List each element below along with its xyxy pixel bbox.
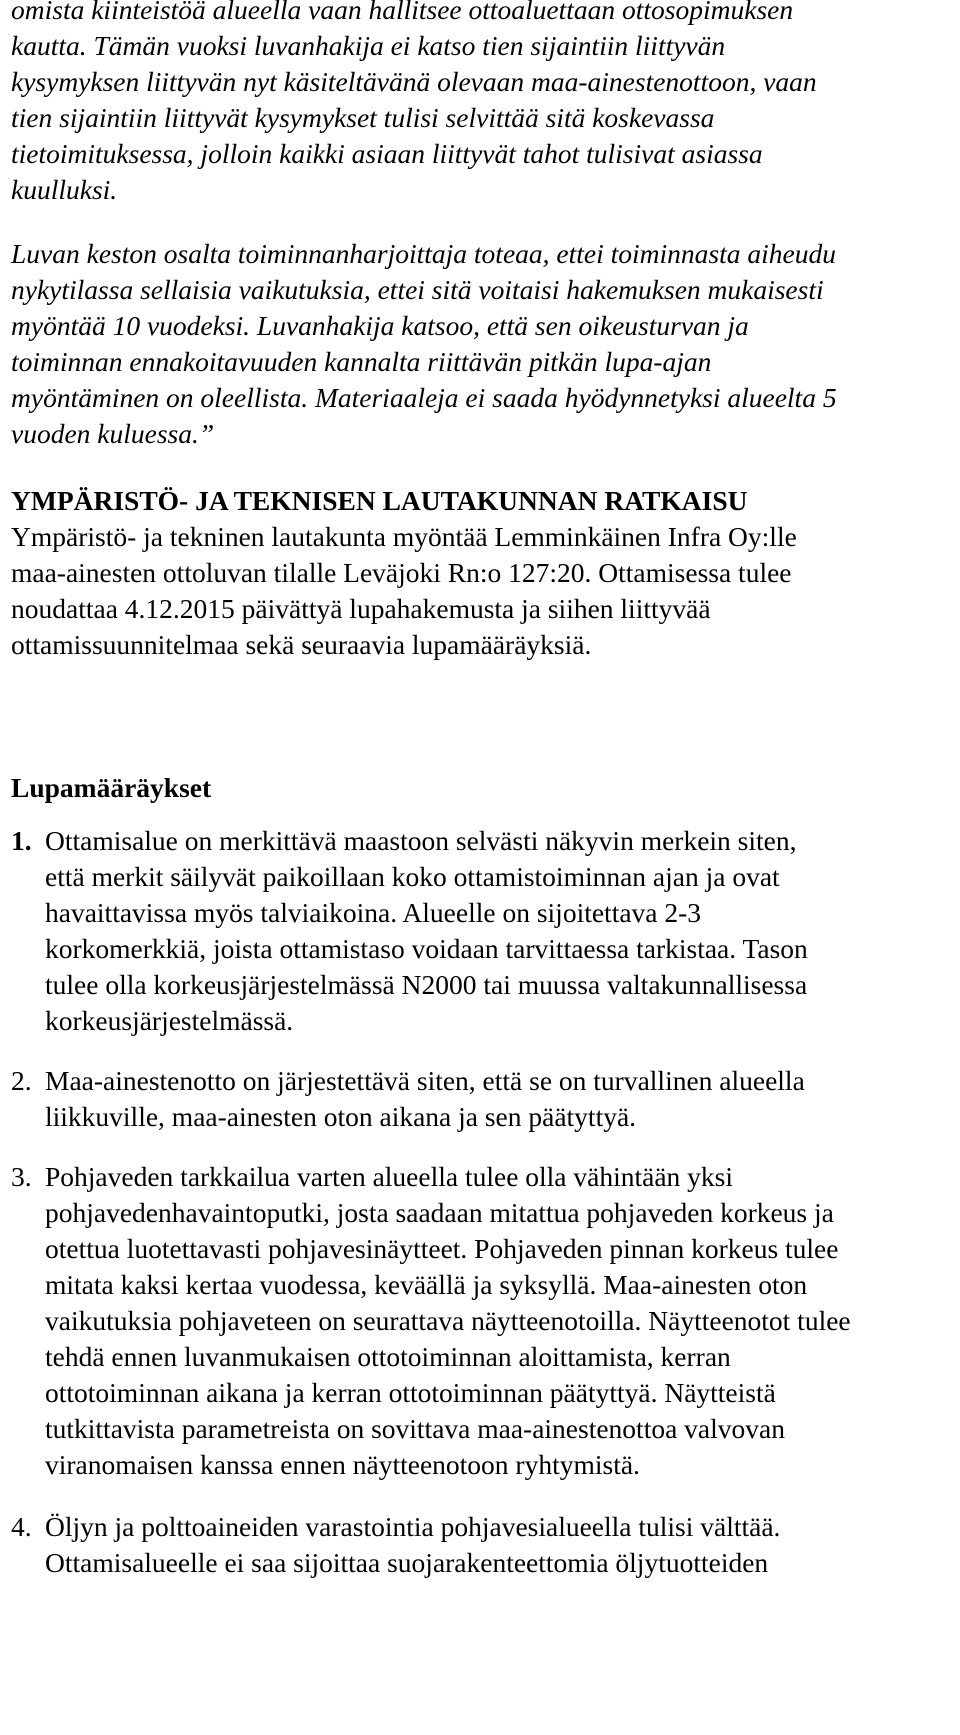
section-title: Lupamääräykset [11,772,212,803]
text-line: otettua luotettavasti pohjavesinäytteet. Pohjaveden pinnan korkeus tulee [45,1233,839,1264]
text-line: toiminnan ennakoitavuuden kannalta riittävän pitkän lupa-ajan [11,346,712,377]
list-number: 1. [11,825,32,856]
text-line: tehdä ennen luvanmukaisen ottotoiminnan aloittamista, kerran [45,1341,731,1372]
text-line: vuoden kuluessa.” [11,418,215,449]
text-line: kuulluksi. [11,174,118,205]
text-line: tutkittavista parametreista on sovittava maa-ainestenottoa valvovan [45,1413,785,1444]
quote-paragraph [11,236,951,452]
list-number: 3. [11,1161,32,1192]
text-line: Luvan keston osalta toiminnanharjoittaja toteaa, ettei toiminnasta aiheudu [11,238,836,269]
text-line: tulee olla korkeusjärjestelmässä N2000 tai muussa valtakunnallisessa [45,969,808,1000]
text-line: pohjavedenhavaintoputki, josta saadaan mitattua pohjaveden korkeus ja [45,1197,834,1228]
text-line: myöntäminen on oleellista. Materiaaleja ei saada hyödynnetyksi alueelta 5 [11,382,837,413]
text-line: liikkuville, maa-ainesten oton aikana ja sen päätyttyä. [45,1101,637,1132]
condition-item-2 [11,1063,951,1135]
list-number: 2. [11,1065,32,1096]
text-line: Öljyn ja polttoaineiden varastointia pohjavesialueella tulisi välttää. [45,1511,781,1542]
condition-item-3 [11,1159,951,1483]
text-line: korkomerkkiä, joista ottamistaso voidaan tarvittaessa tarkistaa. Tason [45,933,808,964]
condition-item-4 [11,1509,951,1581]
text-line: havaittavissa myös talviaikoina. Alueelle on sijoitettava 2-3 [45,897,702,928]
text-line: Ympäristö- ja tekninen lautakunta myöntää Lemminkäinen Infra Oy:lle [11,521,797,552]
text-line: omista kiinteistöä alueella vaan hallitsee ottoaluettaan ottosopimuksen [11,0,794,25]
text-line: vaikutuksia pohjaveteen on seurattava näytteenotoilla. Näytteenotot tulee [45,1305,851,1336]
conditions-section-title [11,770,951,806]
text-line: kautta. Tämän vuoksi luvanhakija ei katso tien sijaintiin liittyvän [11,30,726,61]
text-line: maa-ainesten ottoluvan tilalle Leväjoki Rn:o 127:20. Ottamisessa tulee [11,557,792,588]
decision-section [11,483,951,663]
decision-heading: YMPÄRISTÖ- JA TEKNISEN LAUTAKUNNAN RATKAISU [11,485,748,516]
text-line: myöntää 10 vuodeksi. Luvanhakija katsoo, että sen oikeusturvan ja [11,310,749,341]
text-line: Maa-ainestenotto on järjestettävä siten, että se on turvallinen alueella [45,1065,805,1096]
list-number: 4. [11,1511,32,1542]
text-line: mitata kaksi kertaa vuodessa, keväällä ja syksyllä. Maa-ainesten oton [45,1269,808,1300]
text-line: kysymyksen liittyvän nyt käsiteltävänä olevaan maa-ainestenottoon, vaan [11,66,817,97]
text-line: nykytilassa sellaisia vaikutuksia, ettei sitä voitaisi hakemuksen mukaisesti [11,274,824,305]
text-line: tien sijaintiin liittyvät kysymykset tulisi selvittää sitä koskevassa [11,102,715,133]
text-line: ottotoiminnan aikana ja kerran ottotoiminnan päätyttyä. Näytteistä [45,1377,776,1408]
text-line: että merkit säilyvät paikoillaan koko ottamistoiminnan ajan ja ovat [45,861,780,892]
text-line: ottamissuunnitelmaa sekä seuraavia lupamääräyksiä. [11,629,592,660]
text-line: Ottamisalue on merkittävä maastoon selvästi näkyvin merkein siten, [45,825,797,856]
document-page [11,0,951,1581]
text-line: Pohjaveden tarkkailua varten alueella tulee olla vähintään yksi [45,1161,733,1192]
text-line: noudattaa 4.12.2015 päivättyä lupahakemusta ja siihen liittyvää [11,593,711,624]
text-line: korkeusjärjestelmässä. [45,1005,294,1036]
intro-paragraph [11,0,951,208]
text-line: Ottamisalueelle ei saa sijoittaa suojarakenteettomia öljytuotteiden [45,1547,769,1578]
text-line: viranomaisen kanssa ennen näytteenotoon ryhtymistä. [45,1449,640,1480]
condition-item-1 [11,823,951,1039]
text-line: tietoimituksessa, jolloin kaikki asiaan liittyvät tahot tulisivat asiassa [11,138,763,169]
